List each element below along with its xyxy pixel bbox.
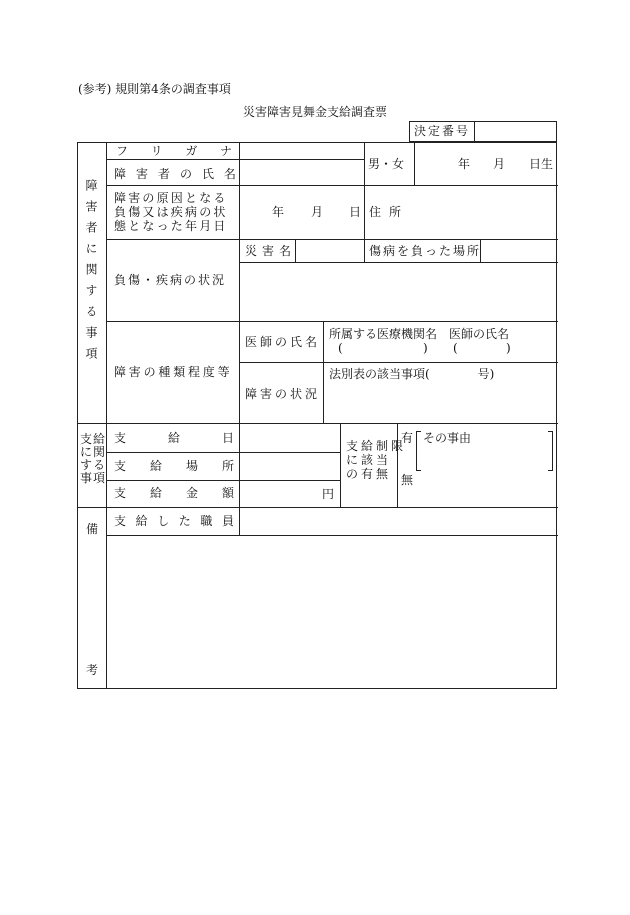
injury-place-label: 傷病を負った場所 xyxy=(369,244,482,258)
payment-section-text: 支給に関する事項 xyxy=(80,432,107,485)
cause-month: 月 xyxy=(311,205,324,219)
birth-year: 年 xyxy=(458,157,471,171)
restriction-yes[interactable]: 有 xyxy=(401,431,414,445)
doctor-name-label: 医師の氏名 xyxy=(245,335,321,349)
institution-text: 所属する医療機関名 医師の氏名 xyxy=(329,327,510,341)
paren-open-2: ( xyxy=(453,341,458,355)
condition-label: 負傷・疾病の状況 xyxy=(114,273,227,287)
restriction-no[interactable]: 無 xyxy=(401,473,414,487)
address-label: 住所 xyxy=(369,205,410,219)
gender-field[interactable]: 男・女 xyxy=(368,157,405,171)
paren-close-1: ) xyxy=(423,341,428,355)
decision-number-value[interactable] xyxy=(475,122,556,141)
reason-label: その事由 xyxy=(423,431,472,445)
yen-unit: 円 xyxy=(322,487,335,501)
birth-month: 月 xyxy=(493,157,506,171)
type-degree-label: 障害の種類程度等 xyxy=(114,365,233,379)
decision-number-box xyxy=(409,121,557,142)
payment-amount-label: 支 給 金 額 xyxy=(114,486,234,500)
birth-day: 日生 xyxy=(529,157,554,171)
furigana-label: フ リ ガ ナ xyxy=(116,144,232,158)
payment-place-label: 支 給 場 所 xyxy=(114,459,234,473)
payment-staff-label: 支 給 し た 職 員 xyxy=(114,514,234,528)
cause-date-label: 障害の原因となる 負傷又は疾病の状 態となった年月日 xyxy=(114,191,228,233)
cause-year: 年 xyxy=(272,205,285,219)
restriction-label: 支給制限 に該当 の有無 xyxy=(346,439,407,481)
law-item-text: 法別表の該当事項( 号) xyxy=(329,367,495,381)
reference-note: (参考) 規則第4条の調査事項 xyxy=(78,82,231,96)
survey-form-table xyxy=(77,142,557,689)
disability-status-label: 障害の状況 xyxy=(245,387,321,401)
victim-name-label: 障 害 者 の 氏 名 xyxy=(114,167,236,181)
disaster-name-label: 災害名 xyxy=(245,244,297,258)
cause-day: 日 xyxy=(349,205,362,219)
form-title: 災害障害見舞金支給調査票 xyxy=(242,105,387,119)
payment-section-label xyxy=(80,433,106,485)
reason-bracket-right xyxy=(548,431,553,471)
paren-close-2: ) xyxy=(506,341,511,355)
payment-date-label: 支 給 日 xyxy=(114,431,234,445)
remarks-bottom-char: 考 xyxy=(86,663,99,677)
remarks-top-char: 備 xyxy=(86,522,99,536)
victim-section-label: 障害者に関する事項 xyxy=(84,179,98,368)
reason-bracket-left xyxy=(416,431,421,471)
paren-open-1: ( xyxy=(338,341,343,355)
decision-number-label: 決定番号 xyxy=(410,122,475,141)
